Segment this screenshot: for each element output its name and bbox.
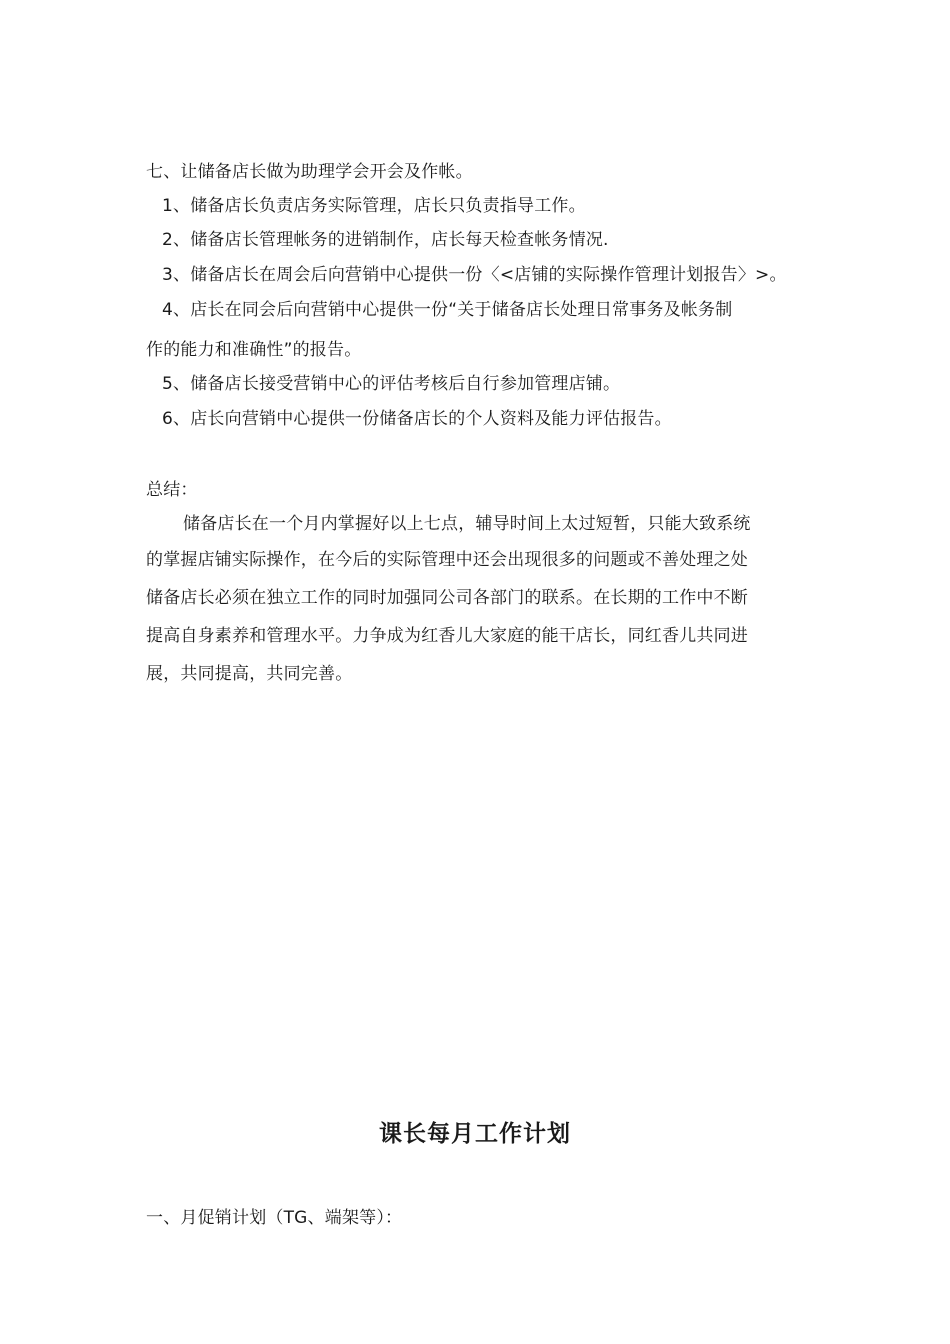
section-7-item-5: 5、储备店长接受营销中心的评估考核后自行参加管理店铺。 <box>162 374 621 394</box>
summary-line-5: 展，共同提高，共同完善。 <box>146 664 353 684</box>
plan-title: 课长每月工作计划 <box>379 1121 571 1147</box>
section-7-item-3: 3、储备店长在周会后向营销中心提供一份〈<店铺的实际操作管理计划报告〉>。 <box>162 265 787 285</box>
summary-line-2: 的掌握店铺实际操作，在今后的实际管理中还会出现很多的问题或不善处理之处 <box>146 550 748 570</box>
summary-line-4: 提高自身素养和管理水平。力争成为红香儿大家庭的能干店长，同红香儿共同进 <box>146 626 748 646</box>
section-7-item-1: 1、储备店长负责店务实际管理，店长只负责指导工作。 <box>162 196 586 216</box>
summary-line-1: 储备店长在一个月内掌握好以上七点，辅导时间上太过短暂，只能大致系统 <box>183 514 751 534</box>
summary-line-3: 储备店长必须在独立工作的同时加强同公司各部门的联系。在长期的工作中不断 <box>146 588 748 608</box>
plan-section-1-heading: 一、月促销计划（TG、端架等）： <box>146 1208 403 1228</box>
section-7-item-6: 6、店长向营销中心提供一份储备店长的个人资料及能力评估报告。 <box>162 409 672 429</box>
summary-label: 总结： <box>146 480 198 500</box>
section-7-item-4-continuation: 作的能力和准确性”的报告。 <box>146 340 362 360</box>
section-7-item-2: 2、储备店长管理帐务的进销制作，店长每天检查帐务情况. <box>162 230 609 250</box>
section-7-heading: 七、让储备店长做为助理学会开会及作帐。 <box>146 162 473 182</box>
section-7-item-4: 4、店长在同会后向营销中心提供一份“关于储备店长处理日常事务及帐务制 <box>162 300 733 320</box>
